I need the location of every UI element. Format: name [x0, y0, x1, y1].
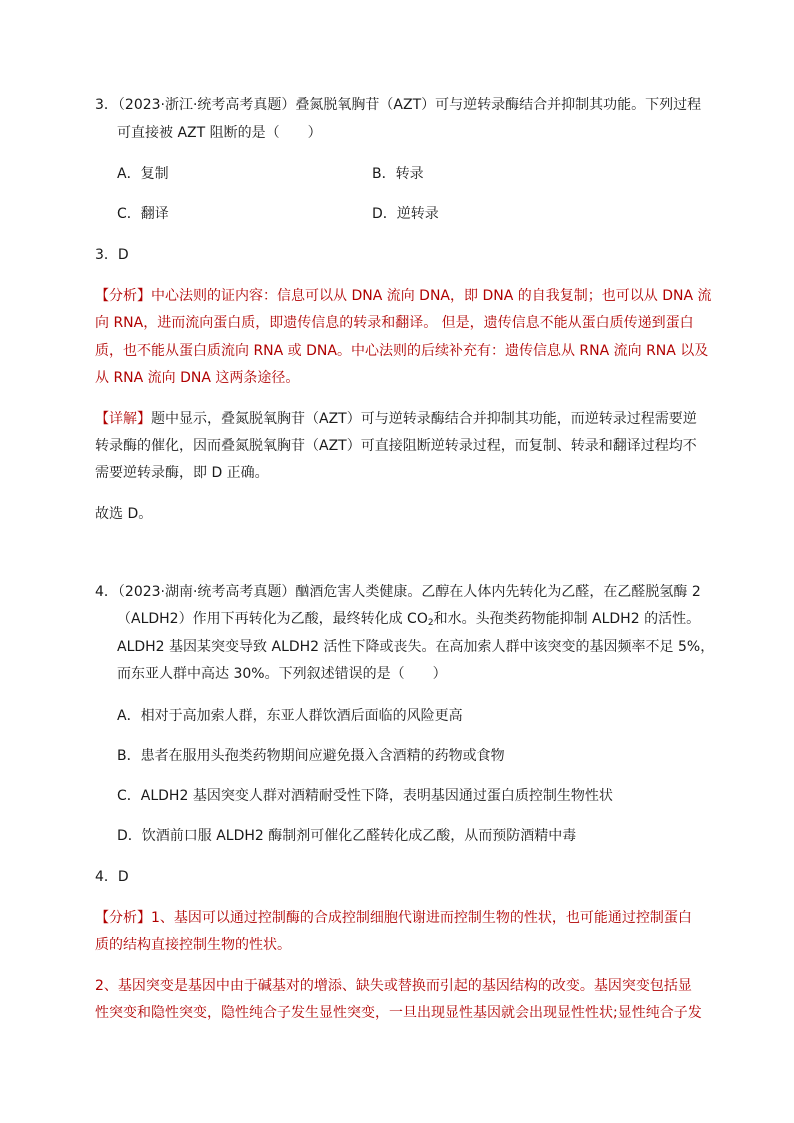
q3-stem-line1: 3．（2023·浙江·统考高考真题）叠氮脱氧胸苷（AZT）可与逆转录酶结合并抑制其功能。下列过程	[95, 97, 702, 113]
analysis-tag: 【分析】	[95, 910, 151, 926]
q3-conclusion: 故选 D。	[95, 506, 153, 522]
detail-text: 题中显示，叠氮脱氧胸苷（AZT）可与逆转录酶结合并抑制其功能，而逆转录过程需要逆	[151, 411, 697, 427]
co2-subscript: 2	[427, 618, 434, 628]
q4-analysis-line1	[95, 908, 692, 928]
q4-analysis-line2: 质的结构直接控制生物的性状。	[95, 937, 291, 953]
q3-analysis-line1	[95, 286, 711, 306]
q3-option-d: D．逆转录	[372, 206, 439, 222]
analysis-text: 中心法则的证内容：信息可以从 DNA 流向 DNA，即 DNA 的自我复制；也可以从 DNA 流	[151, 288, 712, 304]
q3-answer: 3．D	[95, 247, 129, 263]
q3-analysis-line4: 从 RNA 流向 DNA 这两条途径。	[95, 370, 300, 386]
q4-option-b: B．患者在服用头孢类药物期间应避免摄入含酒精的药物或食物	[117, 748, 505, 764]
q3-analysis-line3: 质，也不能从蛋白质流向 RNA 或 DNA。中心法则的后续补充有：遗传信息从 RNA 流向 RNA 以及	[95, 343, 709, 359]
q4-stem-line3: ALDH2 基因某突变导致 ALDH2 活性下降或丧失。在高加索人群中该突变的基因频率不足 5%，	[117, 639, 715, 655]
analysis-tag: 【分析】	[95, 288, 151, 304]
q4-option-a: A．相对于高加索人群，东亚人群饮酒后面临的风险更高	[117, 708, 463, 724]
q3-option-a: A．复制	[117, 166, 169, 182]
q3-detail-line1	[95, 409, 697, 429]
q3-detail-line2: 转录酶的催化，因而叠氮脱氧胸苷（AZT）可直接阻断逆转录过程，而复制、转录和翻译过程均不	[95, 438, 697, 454]
detail-tag: 【详解】	[95, 411, 151, 427]
q3-option-b: B．转录	[372, 166, 424, 182]
q3-analysis-line2: 向 RNA，进而流向蛋白质，即遗传信息的转录和翻译。 但是，遗传信息不能从蛋白质传递到蛋白	[95, 315, 694, 331]
q4-stem-line4: 而东亚人群中高达 30%。下列叙述错误的是（ ）	[117, 666, 447, 682]
q4-stem-line2	[117, 609, 700, 629]
q4-option-d: D．饮酒前口服 ALDH2 酶制剂可催化乙醛转化成乙酸，从而预防酒精中毒	[117, 828, 577, 844]
q4-answer: 4．D	[95, 869, 129, 885]
q4-analysis-line3: 2、基因突变是基因中由于碱基对的增添、缺失或替换而引起的基因结构的改变。基因突变包括显	[95, 978, 692, 994]
q4-option-c: C．ALDH2 基因突变人群对酒精耐受性下降，表明基因通过蛋白质控制生物性状	[117, 788, 613, 804]
q4-stem-line2-pre: （ALDH2）作用下再转化为乙酸，最终转化成 CO	[117, 611, 428, 627]
q3-detail-line3: 需要逆转录酶，即 D 正确。	[95, 465, 269, 481]
q4-stem-line2-post: 和水。头孢类药物能抑制 ALDH2 的活性。	[433, 611, 701, 627]
analysis-text: 1、基因可以通过控制酶的合成控制细胞代谢进而控制生物的性状，也可能通过控制蛋白	[151, 910, 692, 926]
q3-option-c: C．翻译	[117, 206, 169, 222]
q4-stem-line1: 4．（2023·湖南·统考高考真题）酗酒危害人类健康。乙醇在人体内先转化为乙醛，在乙醛脱氢酶 2	[95, 584, 701, 600]
q4-analysis-line4: 性突变和隐性突变，隐性纯合子发生显性突变，一旦出现显性基因就会出现显性性状;显性纯合子发	[95, 1005, 702, 1021]
q3-stem-line2: 可直接被 AZT 阻断的是（ ）	[117, 125, 322, 141]
